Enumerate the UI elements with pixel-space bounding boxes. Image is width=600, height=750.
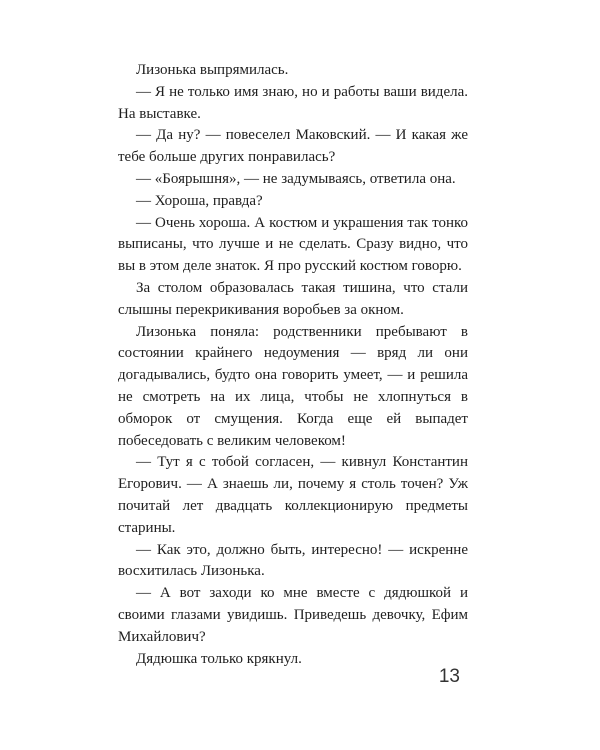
paragraph: — Да ну? — повеселел Маковский. — И какая же тебе больше других понравилась?	[118, 127, 468, 166]
paragraph: — Хороша, правда?	[136, 192, 263, 209]
paragraph: — Очень хороша. А костюм и украшения так тонко выписаны, что лучше и не сделать. Сразу видно, что вы в этом деле знаток. Я про русский костюм говорю.	[118, 214, 468, 275]
page-number: 13	[438, 666, 460, 687]
paragraph: Лизонька выпрямилась.	[136, 62, 289, 78]
paragraph: Дядюшка только крякнул.	[136, 650, 302, 667]
paragraph: — А вот заходи ко мне вместе с дядюшкой и своими глазами увидишь. Приведешь девочку, Ефим Михайлович?	[118, 585, 468, 645]
paragraph: — Я не только имя знаю, но и работы ваши видела. На выставке.	[118, 83, 468, 122]
paragraph: — Тут я с тобой согласен, — кивнул Константин Егорович. — А знаешь ли, почему я столь точен? Уж почитай лет двадцать коллекционирую предметы старины.	[118, 454, 468, 536]
page-body-text	[118, 60, 468, 670]
paragraph: Лизонька поняла: родственники пребывают в состоянии крайнего недоумения — вряд ли они догадывались, будто она говорить умеет, — и решила не смотреть на их лица, чтобы не хлопнуться в обморок от смущения. Когда еще ей выпадет побеседовать с великим человеком!	[118, 323, 468, 449]
paragraph: — Как это, должно быть, интересно! — искренне восхитилась Лизонька.	[118, 541, 468, 580]
paragraph: — «Боярышня», — не задумываясь, ответила она.	[136, 170, 456, 187]
paragraph: За столом образовалась такая тишина, что стали слышны перекрикивания воробьев за окном.	[118, 279, 468, 318]
